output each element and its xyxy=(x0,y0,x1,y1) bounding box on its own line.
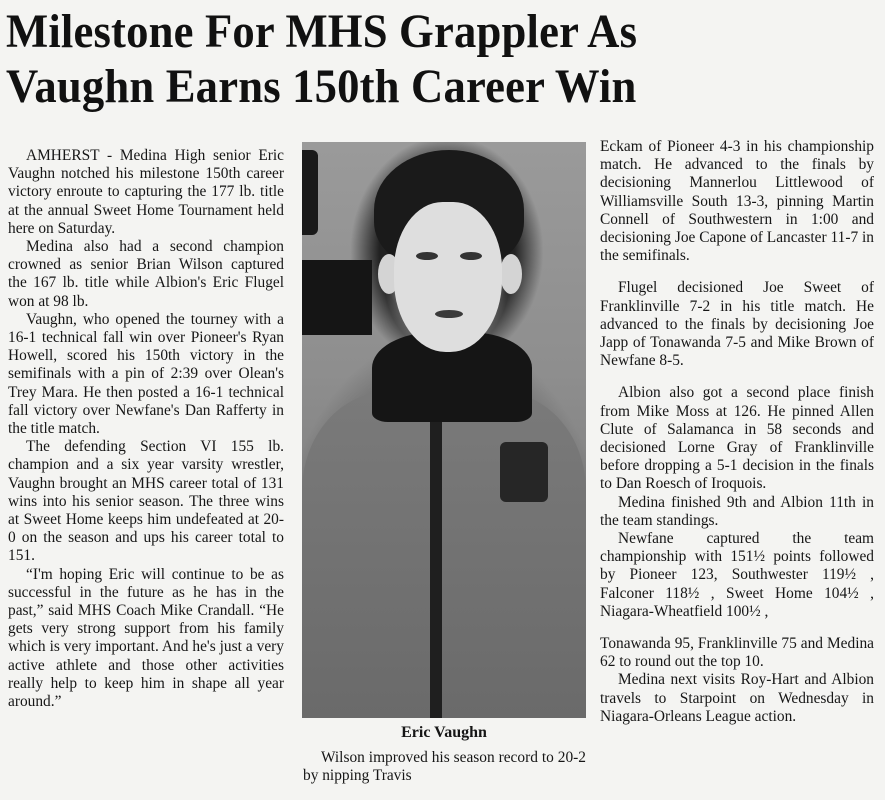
photo-zipper xyxy=(430,412,442,718)
headline-line-2: Vaughn Earns 150th Career Win xyxy=(6,60,637,113)
headline-line-1: Milestone For MHS Grappler As xyxy=(6,5,638,58)
photo-background-shape xyxy=(302,150,318,235)
photo-eye xyxy=(460,252,482,260)
paragraph: Flugel decisioned Joe Sweet of Franklinville 7-2 in his title match. He advanced to the finals by decisioning Joe Japp of Tonawanda 7-5 and Mike Brown of Newfane 8-5. xyxy=(600,279,874,370)
photo-jacket xyxy=(302,392,586,718)
paragraph: Albion also got a second place finish from Mike Moss at 126. He pinned Allen Clute of Salamanca in 58 seconds and decisioned Lorne Gray of Franklinville before dropping a 5-1 decision in the finals to Dan Roesch of Iroquois. xyxy=(600,384,874,493)
photo-ear xyxy=(500,254,522,294)
paragraph: Medina next visits Roy-Hart and Albion travels to Starpoint on Wednesday in Niagara-Orleans League action. xyxy=(600,671,874,725)
paragraph: The defending Section VI 155 lb. champion and a six year varsity wrestler, Vaughn brought an MHS career total of 131 wins into his senior season. The three wins at Sweet Home keeps him undefeated at 20-0 on the season and ups his career total to 151. xyxy=(8,438,284,565)
headline xyxy=(6,4,820,114)
photo-caption: Eric Vaughn xyxy=(401,724,487,741)
photo-eye xyxy=(416,252,438,260)
article-column-2 xyxy=(303,749,586,785)
photo-background-shape xyxy=(302,260,372,335)
paragraph: Wilson improved his season record to 20-2 by nipping Travis xyxy=(303,749,586,785)
paragraph: Newfane captured the team championship with 151½ points followed by Pioneer 123, Southwester 119½ , Falconer 118½ , Sweet Home 104½ , Niagara-Wheatfield 100½ , xyxy=(600,530,874,620)
article-column-1 xyxy=(8,147,284,711)
paragraph: Medina also had a second champion crowned as senior Brian Wilson captured the 167 lb. title while Albion's Eric Flugel won at 98 lb. xyxy=(8,238,284,310)
article-column-3 xyxy=(600,138,874,726)
paragraph: Eckam of Pioneer 4-3 in his championship match. He advanced to the finals by decisioning Mannerlou Littlewood of Williamsville South 13-3, pinning Martin Connell of Southwestern in 1:00 and decisioning Joe Capone of Lancaster 11-7 in the semifinals. xyxy=(600,138,874,265)
paragraph: “I'm hoping Eric will continue to be as successful in the future as he has in the past,” said MHS Coach Mike Crandall. “He gets very strong support from his family which is very important. And he's just a very active athlete and those other activities really help to keep him in shape all year around.” xyxy=(8,565,284,711)
paragraph: Tonawanda 95, Franklinville 75 and Medina 62 to round out the top 10. xyxy=(600,635,874,671)
photo-mouth xyxy=(435,310,463,318)
paragraph: AMHERST - Medina High senior Eric Vaughn notched his milestone 150th career victory enroute to capturing the 177 lb. title at the annual Sweet Home Tournament held here on Saturday. xyxy=(8,147,284,237)
photo-face xyxy=(394,202,502,352)
photo-patch xyxy=(500,442,548,502)
paragraph: Medina finished 9th and Albion 11th in the team standings. xyxy=(600,493,874,529)
paragraph: Vaughn, who opened the tourney with a 16-1 technical fall win over Pioneer's Ryan Howell, scored his 150th victory in the semifinals with a pin of 2:39 over Olean's Trey Mara. He then posted a 16-1 technical fall victory over Newfane's Dan Rafferty in the title match. xyxy=(8,310,284,438)
portrait-photo xyxy=(302,142,586,718)
